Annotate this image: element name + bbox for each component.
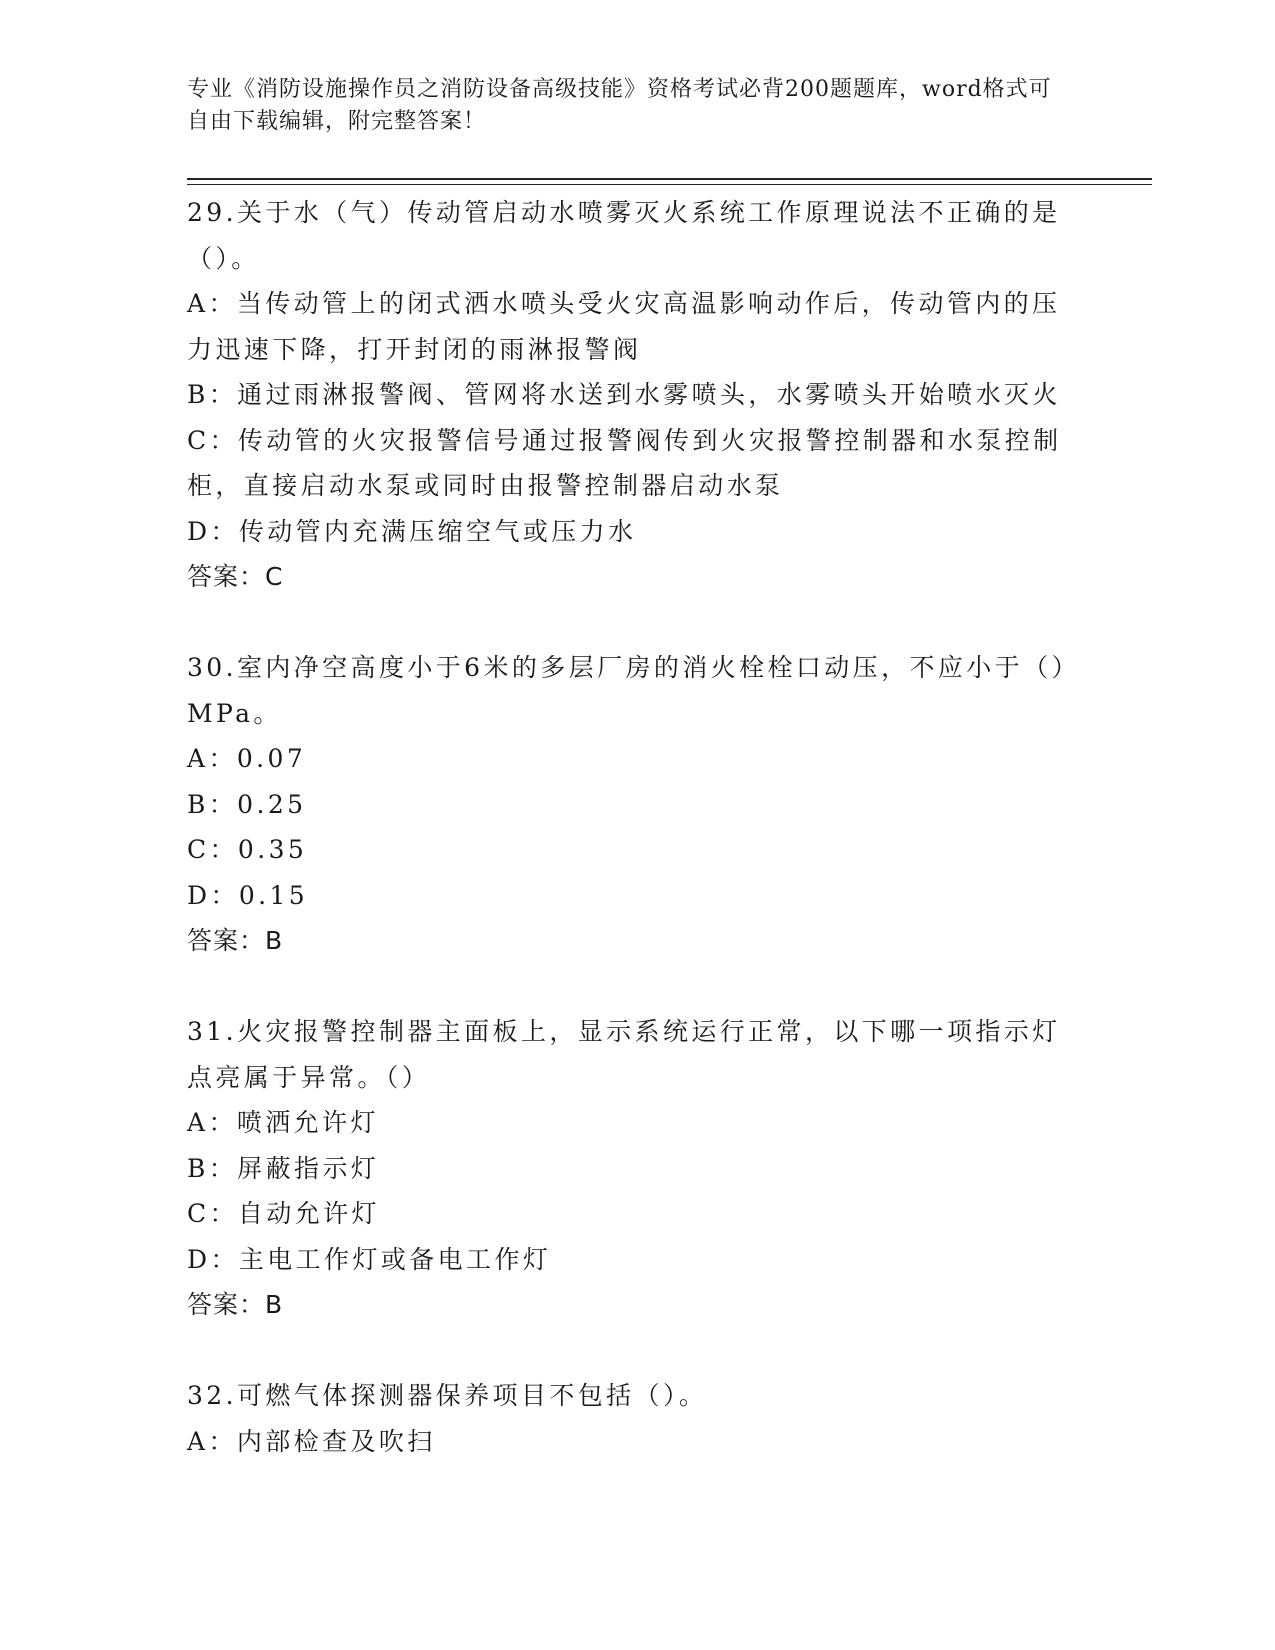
spacer bbox=[187, 1328, 1087, 1374]
question-stem: 29.关于水（气）传动管启动水喷雾灭火系统工作原理说法不正确的是（）。 bbox=[187, 198, 1061, 273]
spacer bbox=[187, 964, 1087, 1010]
option-d: D：0.15 bbox=[187, 880, 309, 910]
option-a: A：内部检查及吹扫 bbox=[187, 1426, 436, 1456]
question-block bbox=[187, 1009, 1087, 1328]
question-list bbox=[187, 190, 1087, 1464]
question-stem: 32.可燃气体探测器保养项目不包括（）。 bbox=[187, 1381, 708, 1410]
option-b: B：0.25 bbox=[187, 789, 307, 819]
option-c: C：自动允许灯 bbox=[187, 1199, 380, 1228]
question-stem: 31.火灾报警控制器主面板上，显示系统运行正常，以下哪一项指示灯点亮属于异常。（） bbox=[187, 1017, 1061, 1092]
question-block bbox=[187, 190, 1087, 600]
option-a: A：当传动管上的闭式洒水喷头受火灾高温影响动作后，传动管内的压力迅速下降，打开封闭的雨淋报警阀 bbox=[187, 289, 1061, 364]
answer-line: 答案：C bbox=[187, 562, 284, 591]
answer-line: 答案：B bbox=[187, 926, 284, 955]
option-b: B：屏蔽指示灯 bbox=[187, 1153, 380, 1183]
spacer bbox=[187, 600, 1087, 646]
option-d: D：传动管内充满压缩空气或压力水 bbox=[187, 516, 637, 546]
option-a: A：喷洒允许灯 bbox=[187, 1108, 379, 1137]
option-b: B：通过雨淋报警阀、管网将水送到水雾喷头，水雾喷头开始喷水灭火 bbox=[187, 380, 1061, 409]
option-c: C：传动管的火灾报警信号通过报警阀传到火灾报警控制器和水泵控制柜，直接启动水泵或同时由报警控制器启动水泵 bbox=[187, 425, 1062, 500]
option-d: D：主电工作灯或备电工作灯 bbox=[187, 1244, 552, 1274]
option-a: A：0.07 bbox=[187, 744, 307, 773]
header-rule-thin bbox=[187, 184, 1152, 185]
question-block bbox=[187, 645, 1087, 964]
answer-line: 答案：B bbox=[187, 1290, 284, 1319]
option-c: C：0.35 bbox=[187, 835, 308, 864]
question-stem: 30.室内净空高度小于6米的多层厂房的消火栓栓口动压，不应小于（）MPa。 bbox=[187, 653, 1080, 728]
question-block bbox=[187, 1373, 1087, 1464]
header-rule-thick bbox=[187, 178, 1152, 180]
page-header: 专业《消防设施操作员之消防设备高级技能》资格考试必背200题题库，word格式可自由下载编辑，附完整答案！ bbox=[187, 77, 1052, 134]
